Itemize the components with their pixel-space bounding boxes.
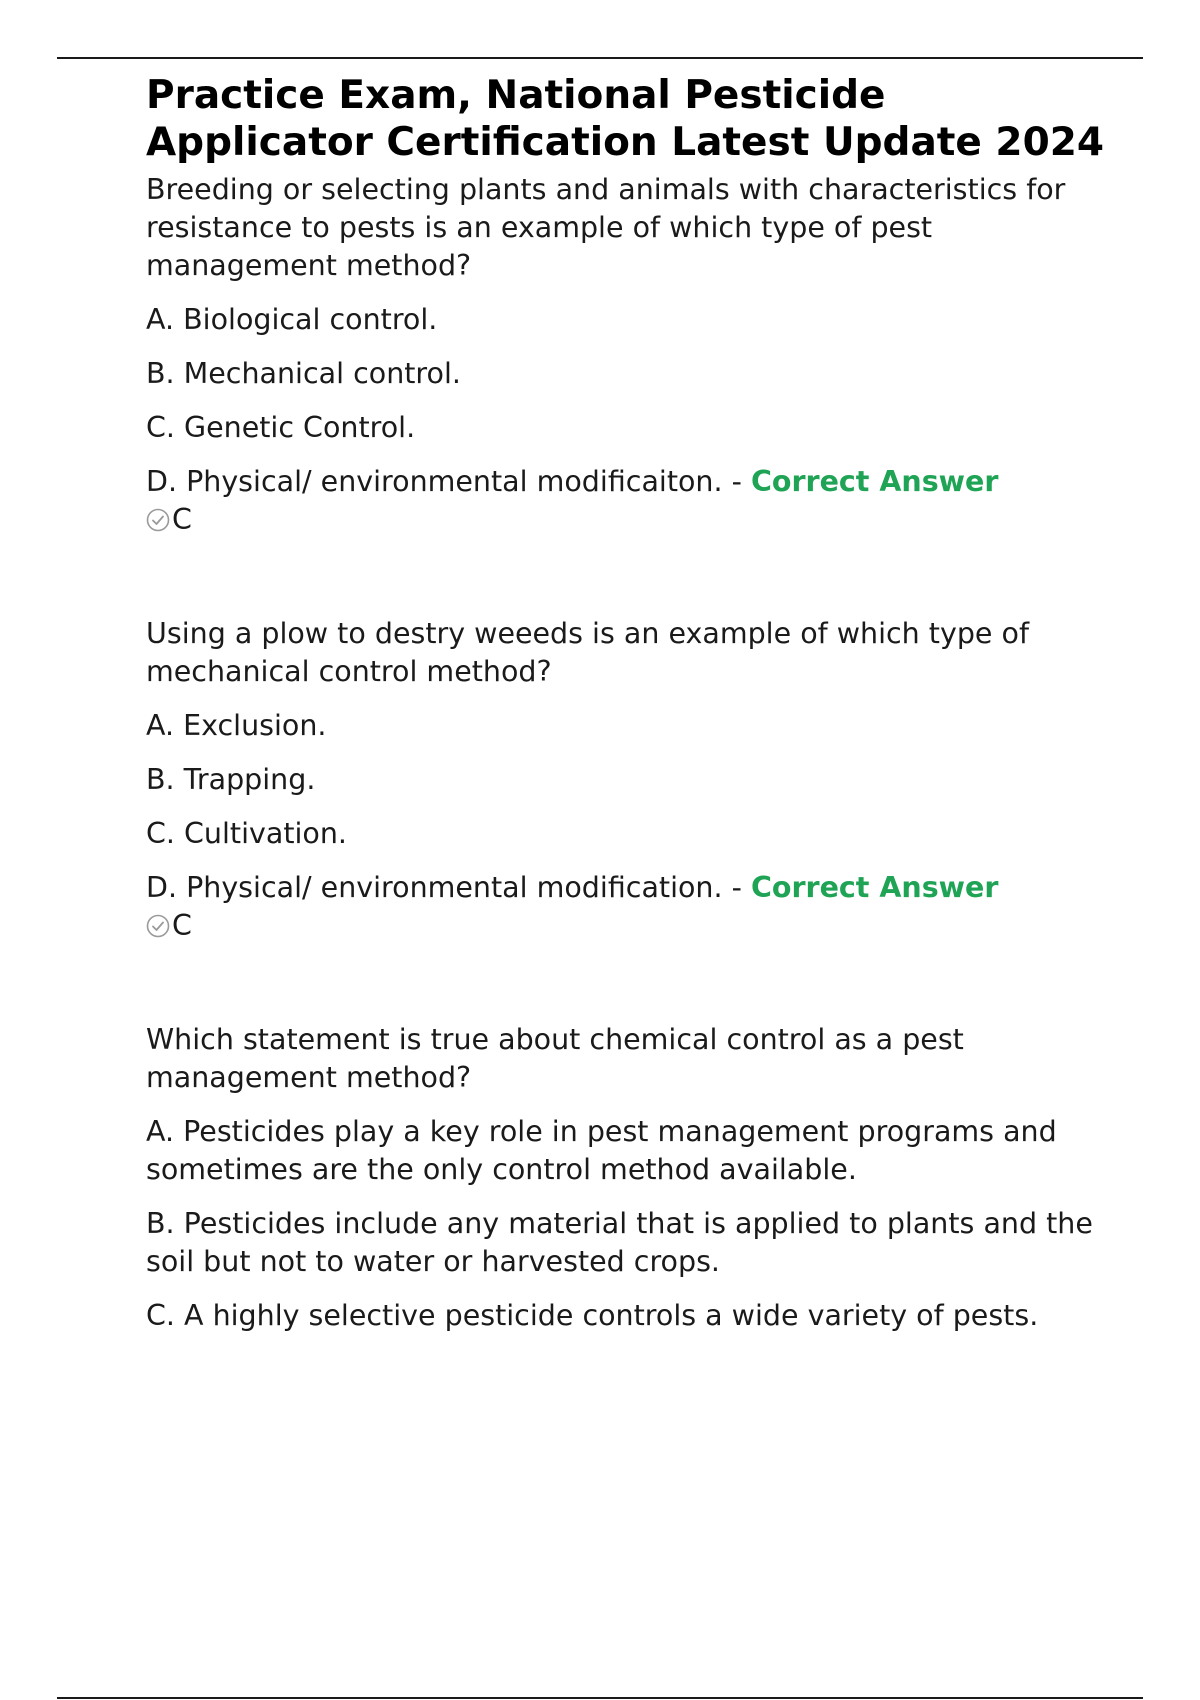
document-body — [146, 72, 1106, 1335]
bottom-rule — [57, 1697, 1143, 1699]
option-b: B. Mechanical control. — [146, 357, 461, 390]
question-text: Using a plow to destry weeeds is an example of which type of mechanical control method? — [146, 617, 1029, 688]
option-d-text: D. Physical/ environmental modification. — [146, 871, 723, 904]
option-a: A. Pesticides play a key role in pest management programs and sometimes are the only control method available. — [146, 1115, 1057, 1186]
question-block-1 — [146, 171, 1106, 539]
correct-answer-label: Correct Answer — [750, 871, 999, 904]
option-d — [146, 869, 1106, 945]
answer-separator: - — [722, 871, 751, 904]
option-a: A. Exclusion. — [146, 709, 327, 742]
question-text: Which statement is true about chemical control as a pest management method? — [146, 1023, 964, 1094]
option-d — [146, 463, 1106, 539]
correct-answer-label: Correct Answer — [750, 465, 999, 498]
option-c: C. Cultivation. — [146, 817, 347, 850]
top-rule — [57, 57, 1143, 59]
answer-separator: - — [722, 465, 751, 498]
option-c: C. Genetic Control. — [146, 411, 416, 444]
option-b: B. Trapping. — [146, 763, 316, 796]
option-d-text: D. Physical/ environmental modificaiton. — [146, 465, 723, 498]
check-circle-icon — [146, 910, 170, 934]
option-a: A. Biological control. — [146, 303, 438, 336]
document-title: Practice Exam, National Pesticide Applicator Certification Latest Update 2024 — [146, 73, 1104, 165]
question-block-2 — [146, 615, 1106, 945]
answer-value: C — [172, 503, 192, 536]
check-circle-icon — [146, 504, 170, 528]
question-block-3 — [146, 1021, 1106, 1335]
answer-value: C — [172, 909, 192, 942]
option-c: C. A highly selective pesticide controls a wide variety of pests. — [146, 1299, 1039, 1332]
option-b: B. Pesticides include any material that is applied to plants and the soil but not to water or harvested crops. — [146, 1207, 1093, 1278]
question-text: Breeding or selecting plants and animals with characteristics for resistance to pests is an example of which type of pest management method? — [146, 173, 1066, 282]
